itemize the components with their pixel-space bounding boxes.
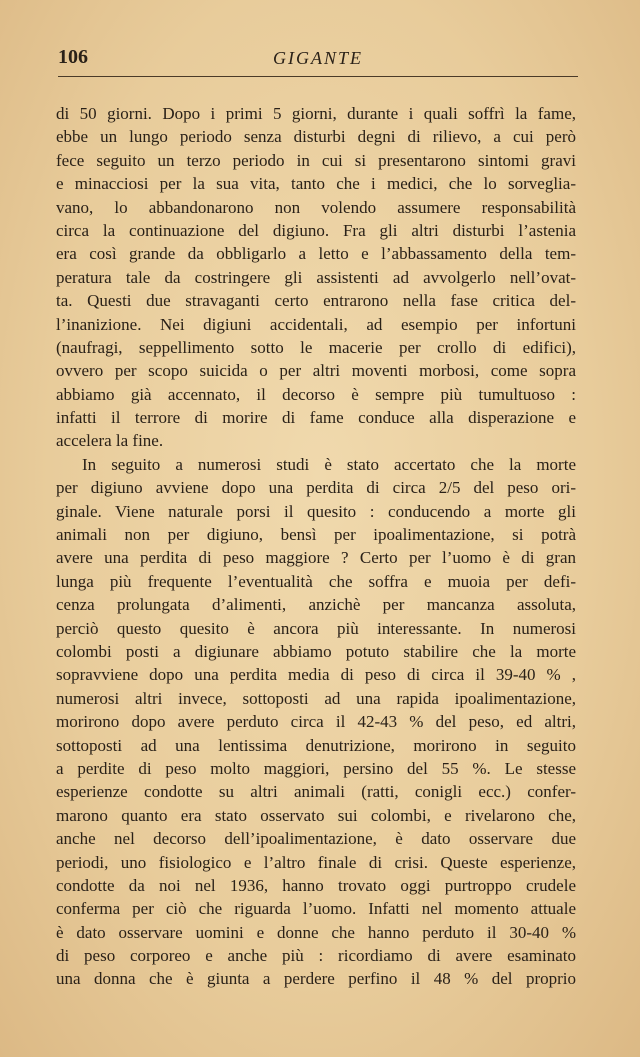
text-line: avere una perdita di peso maggiore ? Certo per l’uomo è di gran xyxy=(56,548,576,568)
text-line: di peso corporeo e anche più : ricordiamo di avere esaminato xyxy=(56,946,576,966)
text-line: era così grande da obbligarlo a letto e l’abbassamento della tem- xyxy=(56,244,576,264)
text-line: ginale. Viene naturale porsi il quesito : conducendo a morte gli xyxy=(56,501,576,521)
text-line: ebbe un lungo periodo senza disturbi degni di rilievo, a cui però xyxy=(56,127,576,147)
text-line: esperienze condotte su altri animali (ratti, conigli ecc.) confer- xyxy=(56,782,576,802)
text-line: ta. Questi due stravaganti certo entrarono nella fase critica del- xyxy=(56,291,576,311)
header-rule xyxy=(58,76,578,77)
text-line: è dato osservare uomini e donne che hanno perduto il 30-40 % xyxy=(56,922,576,942)
text-line: vano, lo abbandonarono non volendo assumere responsabilità xyxy=(56,197,576,217)
text-line: sopravviene dopo una perdita media di peso di circa il 39-40 % , xyxy=(56,665,576,685)
text-line: fece seguito un terzo periodo in cui si presentarono sintomi gravi xyxy=(56,150,576,170)
text-line: colombi posti a digiunare abbiamo potuto stabilire che la morte xyxy=(56,641,576,661)
page-number: 106 xyxy=(58,46,88,68)
text-line: morirono dopo avere perduto circa il 42-43 % del peso, ed altri, xyxy=(56,712,576,732)
text-line: una donna che è giunta a perdere perfino il 48 % del proprio xyxy=(56,969,576,989)
text-line: In seguito a numerosi studi è stato accertato che la morte xyxy=(82,454,576,474)
text-line: sottoposti ad una lentissima denutrizione, morirono in seguito xyxy=(56,735,576,755)
text-line: anche nel decorso dell’ipoalimentazione, è dato osservare due xyxy=(56,829,576,849)
text-line: marono quanto era stato osservato sui colombi, e rivelarono che, xyxy=(56,805,576,825)
text-line: ovvero per scopo suicida o per altri moventi morbosi, come sopra xyxy=(56,361,576,381)
text-line: di 50 giorni. Dopo i primi 5 giorni, durante i quali soffrì la fame, xyxy=(56,104,576,123)
body-text xyxy=(56,102,576,991)
text-line: l’inanizione. Nei digiuni accidentali, ad esempio per infortuni xyxy=(56,314,576,334)
text-line: e minacciosi per la sua vita, tanto che i medici, che lo sorveglia- xyxy=(56,174,576,194)
text-line: numerosi altri invece, sottoposti ad una rapida ipoalimentazione, xyxy=(56,688,576,708)
text-line: periodi, uno fisiologico e l’altro finale di crisi. Queste esperienze, xyxy=(56,852,576,872)
text-line: infatti il terrore di morire di fame conduce alla disperazione e xyxy=(56,408,576,428)
text-line: a perdite di peso molto maggiori, persino del 55 %. Le stesse xyxy=(56,758,576,778)
text-line: peratura tale da costringere gli assistenti ad avvolgerlo nell’ovat- xyxy=(56,267,576,287)
text-line: abbiamo già accennato, il decorso è sempre più tumultuoso : xyxy=(56,384,576,404)
text-line: lunga più frequente l’eventualità che soffra e muoia per defi- xyxy=(56,571,576,591)
page-header xyxy=(58,46,578,74)
text-line: accelera la fine. xyxy=(56,431,164,451)
text-line: (naufragi, seppellimento sotto le macerie per crollo di edifici), xyxy=(56,337,576,357)
text-line: condotte da noi nel 1936, hanno trovato oggi purtroppo crudele xyxy=(56,875,576,895)
text-line: per digiuno avviene dopo una perdita di circa 2/5 del peso ori- xyxy=(56,478,576,498)
text-line: cenza prolungata d’alimenti, anzichè per mancanza assoluta, xyxy=(56,595,576,615)
running-title: GIGANTE xyxy=(273,48,363,68)
text-line: animali non per digiuno, bensì per ipoalimentazione, si potrà xyxy=(56,525,576,545)
text-line: circa la continuazione del digiuno. Fra gli altri disturbi l’astenia xyxy=(56,220,576,240)
text-line: conferma per ciò che riguarda l’uomo. Infatti nel momento attuale xyxy=(56,899,576,919)
text-line: perciò questo quesito è ancora più interessante. In numerosi xyxy=(56,618,576,638)
